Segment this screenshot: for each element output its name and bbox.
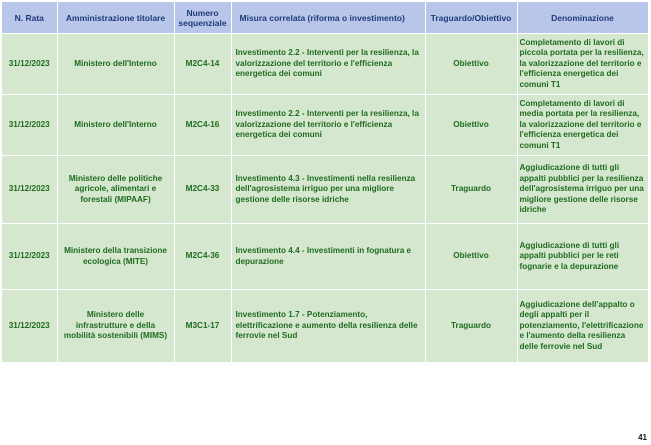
header-misura: Misura correlata (riforma o investimento) <box>231 2 425 34</box>
header-numero: Numero sequenziale <box>174 2 231 34</box>
cell-rata: 31/12/2023 <box>2 156 57 224</box>
table-row <box>2 224 648 290</box>
cell-numero: M3C1-17 <box>174 290 231 363</box>
cell-numero: M2C4-14 <box>174 34 231 95</box>
cell-denominazione: Aggiudicazione dell'appalto o degli appalti per il potenziamento, l'elettrificazione e l'aumento della resilienza delle ferrovie nel Sud <box>517 290 648 363</box>
cell-misura: Investimento 4.4 - Investimenti in fognatura e depurazione <box>231 224 425 290</box>
header-amministrazione: Amministrazione titolare <box>57 2 174 34</box>
cell-traguardo: Traguardo <box>425 156 517 224</box>
cell-amministrazione: Ministero delle politiche agricole, alimentari e forestali (MIPAAF) <box>57 156 174 224</box>
table-row <box>2 34 648 95</box>
cell-misura: Investimento 2.2 - Interventi per la resilienza, la valorizzazione del territorio e l'efficienza energetica dei comuni <box>231 34 425 95</box>
header-denominazione: Denominazione <box>517 2 648 34</box>
cell-rata: 31/12/2023 <box>2 290 57 363</box>
cell-denominazione: Completamento di lavori di media portata per la resilienza, la valorizzazione del territorio e l'efficienza energetica dei comuni T1 <box>517 95 648 156</box>
cell-misura: Investimento 4.3 - Investimenti nella resilienza dell'agrosistema irriguo per una migliore gestione delle risorse idriche <box>231 156 425 224</box>
cell-numero: M2C4-33 <box>174 156 231 224</box>
table-header-row <box>2 2 648 34</box>
cell-misura: Investimento 1.7 - Potenziamento, elettrificazione e aumento della resilienza delle ferrovie nel Sud <box>231 290 425 363</box>
cell-rata: 31/12/2023 <box>2 95 57 156</box>
cell-rata: 31/12/2023 <box>2 224 57 290</box>
cell-numero: M2C4-36 <box>174 224 231 290</box>
table-row <box>2 156 648 224</box>
cell-amministrazione: Ministero delle infrastrutture e della mobilità sostenibili (MIMS) <box>57 290 174 363</box>
header-rata: N. Rata <box>2 2 57 34</box>
cell-misura: Investimento 2.2 - Interventi per la resilienza, la valorizzazione del territorio e l'efficienza energetica dei comuni <box>231 95 425 156</box>
table-row <box>2 290 648 363</box>
cell-denominazione: Completamento di lavori di piccola portata per la resilienza, la valorizzazione del territorio e l'efficienza energetica dei comuni T1 <box>517 34 648 95</box>
milestones-table <box>2 2 649 363</box>
header-traguardo: Traguardo/Obiettivo <box>425 2 517 34</box>
cell-traguardo: Traguardo <box>425 290 517 363</box>
cell-denominazione: Aggiudicazione di tutti gli appalti pubblici per le reti fognarie e la depurazione <box>517 224 648 290</box>
cell-traguardo: Obiettivo <box>425 95 517 156</box>
table-row <box>2 95 648 156</box>
cell-denominazione: Aggiudicazione di tutti gli appalti pubblici per la resilienza dell'agrosistema irriguo per una migliore gestione delle risorse idriche <box>517 156 648 224</box>
cell-traguardo: Obiettivo <box>425 224 517 290</box>
cell-numero: M2C4-16 <box>174 95 231 156</box>
cell-amministrazione: Ministero dell'Interno <box>57 95 174 156</box>
cell-traguardo: Obiettivo <box>425 34 517 95</box>
page-number: 41 <box>638 433 647 442</box>
cell-rata: 31/12/2023 <box>2 34 57 95</box>
cell-amministrazione: Ministero dell'Interno <box>57 34 174 95</box>
cell-amministrazione: Ministero della transizione ecologica (MITE) <box>57 224 174 290</box>
